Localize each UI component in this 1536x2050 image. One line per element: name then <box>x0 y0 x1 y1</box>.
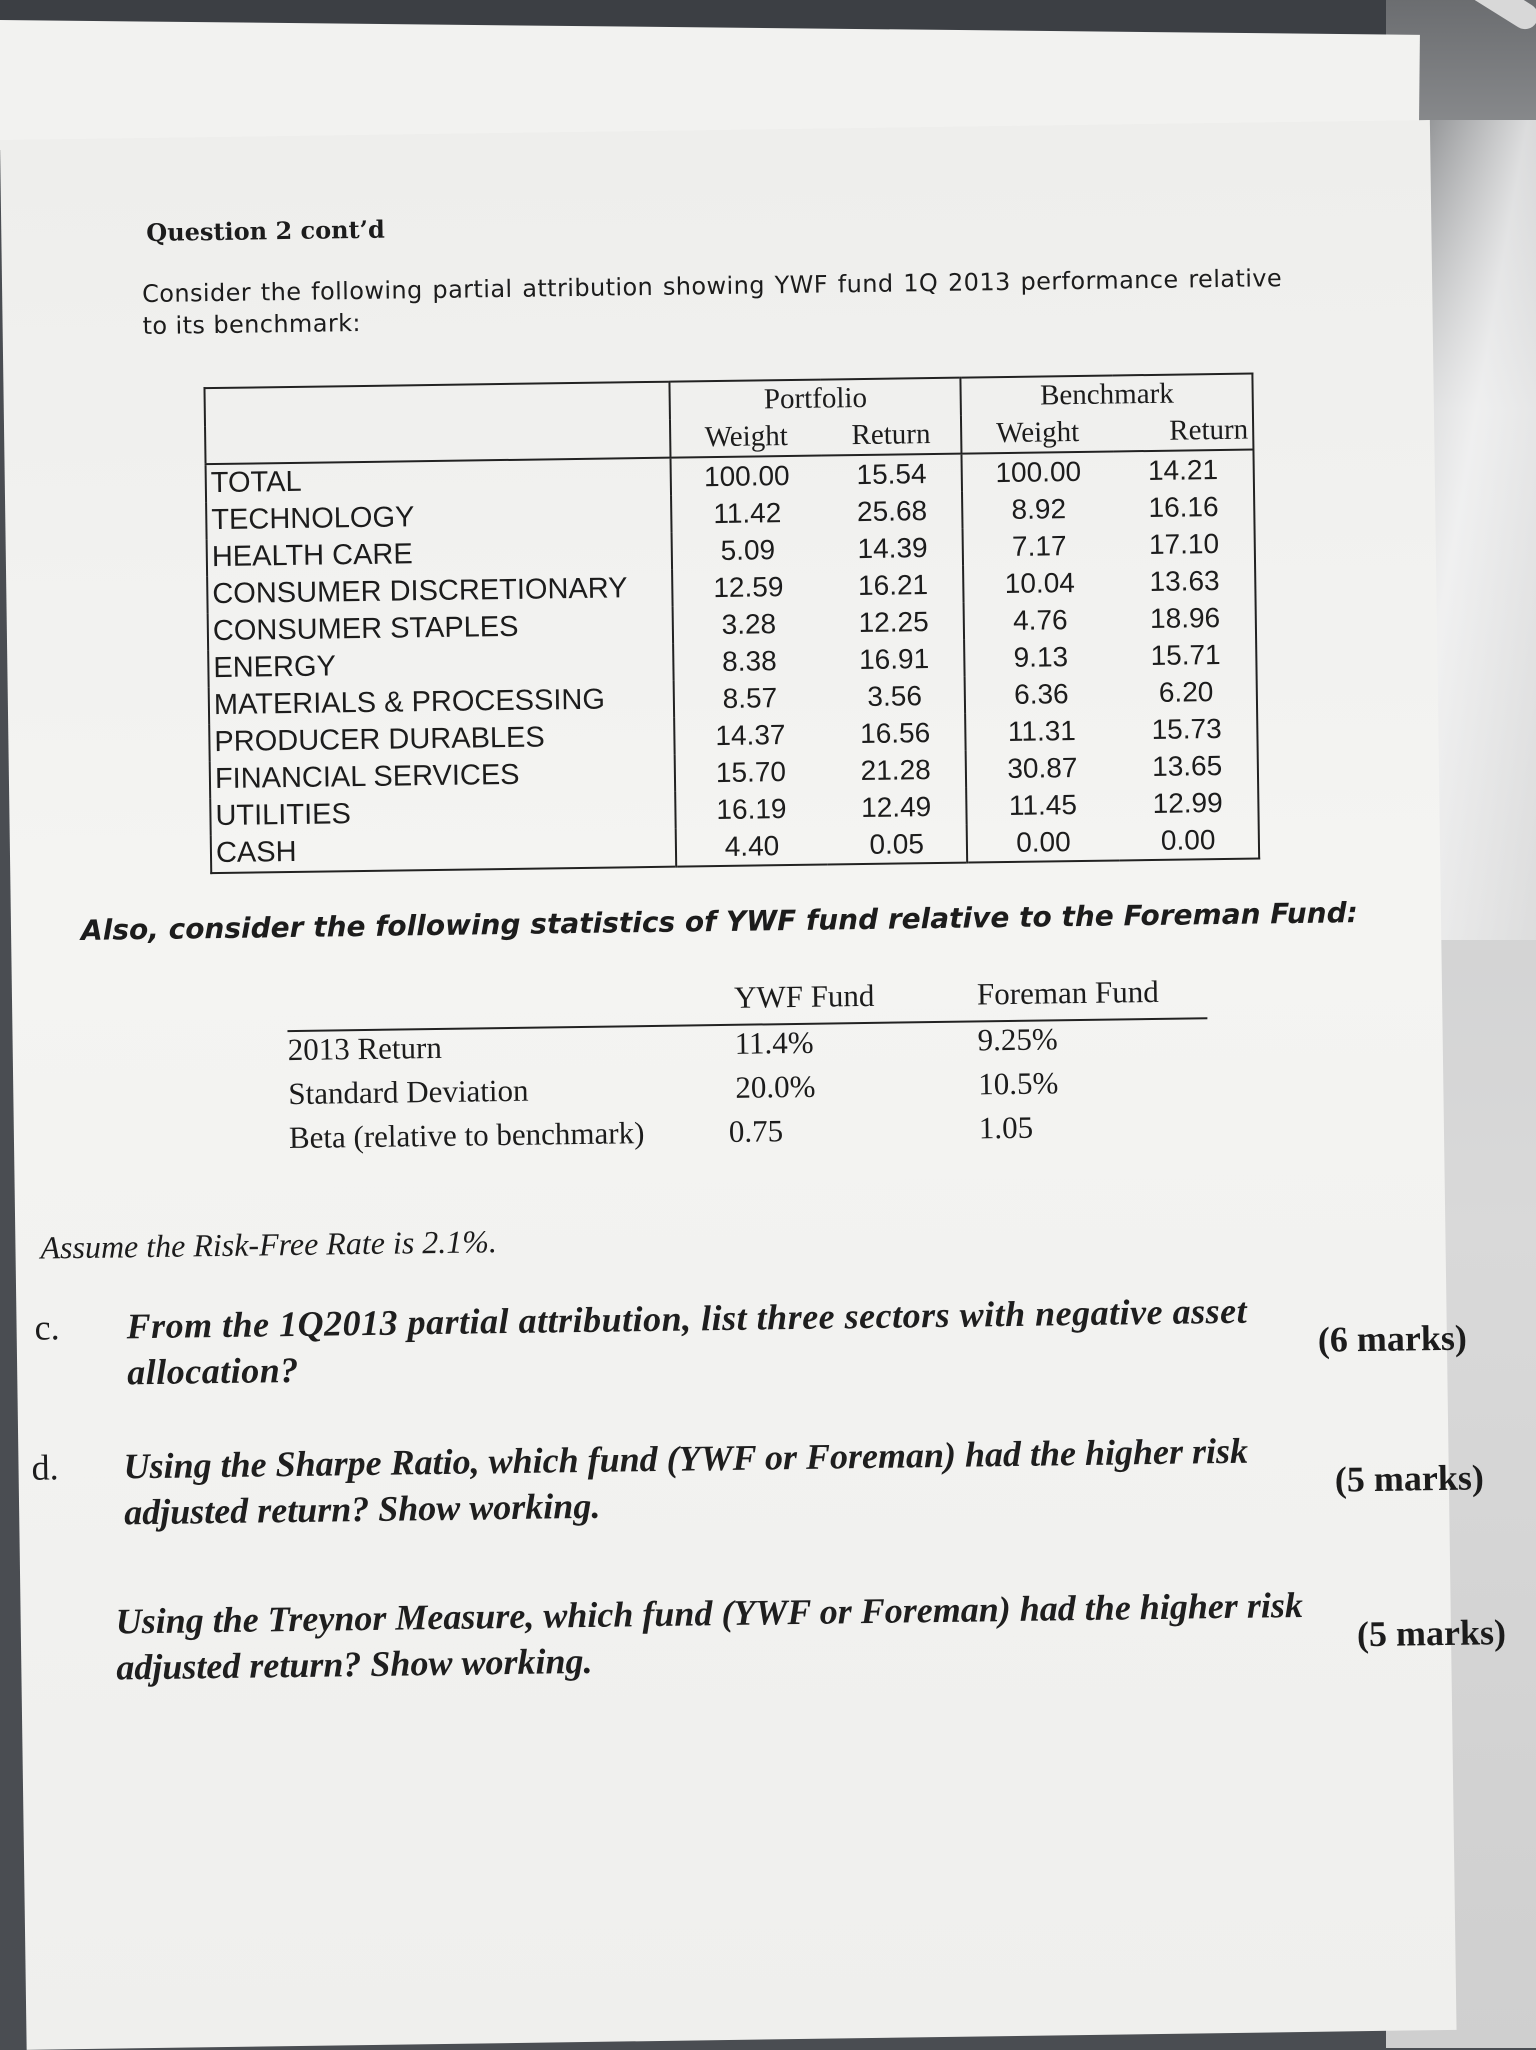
benchmark-weight: 11.31 <box>966 711 1118 750</box>
benchmark-weight: 100.00 <box>962 451 1114 491</box>
benchmark-weight: 4.76 <box>964 600 1116 639</box>
benchmark-weight: 7.17 <box>963 526 1115 565</box>
benchmark-return-header: Return <box>1169 413 1249 447</box>
foreman-value: 9.25% <box>977 1021 1058 1058</box>
sector-name: CONSUMER DISCRETIONARY <box>212 572 628 611</box>
benchmark-return: 17.10 <box>1148 528 1220 560</box>
benchmark-return: 0.00 <box>1160 824 1216 856</box>
portfolio-return: 16.21 <box>857 569 929 602</box>
portfolio-return: 12.49 <box>860 791 932 824</box>
question-marks: (6 marks) <box>1317 1317 1468 1360</box>
portfolio-weight: 8.38 <box>673 642 825 681</box>
portfolio-return: 16.56 <box>859 717 931 750</box>
sector-name: TECHNOLOGY <box>211 501 415 537</box>
benchmark-return: 15.71 <box>1150 639 1221 671</box>
portfolio-weight: 4.40 <box>676 827 828 867</box>
portfolio-return: 3.56 <box>867 680 923 712</box>
question-heading: Question 2 cont’d <box>146 214 385 247</box>
exam-page <box>0 120 1507 2050</box>
portfolio-return-header: Return <box>851 418 931 452</box>
benchmark-weight-header: Weight <box>961 413 1113 453</box>
foreman-value: 10.5% <box>978 1065 1059 1102</box>
benchmark-weight: 9.13 <box>965 637 1117 676</box>
attribution-table <box>203 373 1260 875</box>
portfolio-return: 0.05 <box>869 828 925 860</box>
question-text: Using the Sharpe Ratio, which fund (YWF or Foreman) had the higher risk adjusted return? Show working. <box>123 1430 1249 1533</box>
question-c <box>34 1285 1468 1396</box>
question-d <box>31 1424 1485 1535</box>
portfolio-weight: 5.09 <box>672 531 824 570</box>
portfolio-weight: 100.00 <box>671 456 823 496</box>
benchmark-return: 12.99 <box>1152 786 1223 819</box>
intro-text: Consider the following partial attribution showing YWF fund 1Q 2013 performance relative to its benchmark: <box>141 264 1283 341</box>
ywf-value: 11.4% <box>734 1024 814 1061</box>
benchmark-return: 13.63 <box>1149 565 1220 597</box>
portfolio-return: 25.68 <box>856 495 928 528</box>
statistic-label: Beta (relative to benchmark) <box>288 1115 645 1156</box>
sector-name: UTILITIES <box>215 798 352 833</box>
benchmark-return: 16.16 <box>1148 491 1219 523</box>
portfolio-header: Portfolio <box>669 378 961 420</box>
sector-name: CASH <box>215 835 297 870</box>
question-label: d. <box>31 1447 59 1488</box>
question-text: Using the Treynor Measure, which fund (YWF or Foreman) had the higher risk adjusted return? Show working. <box>115 1584 1304 1688</box>
benchmark-return: 6.20 <box>1158 676 1214 708</box>
empty-header <box>204 382 669 426</box>
sector-name: CONSUMER STAPLES <box>212 610 519 648</box>
portfolio-return: 12.25 <box>858 606 929 639</box>
ywf-value: 20.0% <box>735 1068 816 1105</box>
sector-name: PRODUCER DURABLES <box>214 721 545 759</box>
ywf-value: 0.75 <box>728 1113 784 1149</box>
question-marks: (5 marks) <box>1334 1457 1485 1500</box>
question-e <box>115 1579 1506 1690</box>
portfolio-weight: 12.59 <box>672 568 824 607</box>
benchmark-weight: 11.45 <box>967 785 1119 824</box>
portfolio-weight: 14.37 <box>674 716 826 755</box>
benchmark-weight: 10.04 <box>964 563 1116 602</box>
benchmark-weight: 8.92 <box>962 489 1114 528</box>
sector-name: MATERIALS & PROCESSING <box>213 683 606 722</box>
risk-free-note: Assume the Risk-Free Rate is 2.1%. <box>40 1223 498 1266</box>
plastic-sleeve <box>1426 120 1536 940</box>
foreman-value: 1.05 <box>978 1109 1034 1146</box>
portfolio-weight: 15.70 <box>675 753 827 792</box>
foreman-fund-header: Foreman Fund <box>976 973 1159 1012</box>
sector-name: HEALTH CARE <box>211 538 413 574</box>
portfolio-weight: 11.42 <box>671 494 823 533</box>
question-text: From the 1Q2013 partial attribution, list three sectors with negative asset allocation? <box>126 1290 1248 1393</box>
portfolio-return: 21.28 <box>860 754 931 787</box>
benchmark-header: Benchmark <box>961 374 1253 416</box>
portfolio-weight: 3.28 <box>673 605 825 644</box>
sector-name: FINANCIAL SERVICES <box>214 758 520 796</box>
benchmark-weight: 30.87 <box>966 748 1118 787</box>
benchmark-return: 13.65 <box>1151 749 1223 782</box>
portfolio-return: 14.39 <box>857 532 928 565</box>
sector-name: TOTAL <box>210 465 302 500</box>
portfolio-weight: 8.57 <box>674 679 826 718</box>
ywf-fund-header: YWF Fund <box>733 977 875 1015</box>
portfolio-weight: 16.19 <box>675 790 827 829</box>
benchmark-return: 18.96 <box>1149 602 1221 634</box>
benchmark-return: 14.21 <box>1147 454 1219 487</box>
benchmark-return: 15.73 <box>1151 713 1222 745</box>
benchmark-weight: 0.00 <box>967 822 1119 862</box>
question-marks: (5 marks) <box>1356 1612 1507 1655</box>
statistic-label: 2013 Return <box>287 1029 443 1068</box>
statistics-table <box>287 973 1209 1164</box>
question-label: c. <box>34 1307 60 1348</box>
portfolio-return: 15.54 <box>856 458 927 491</box>
sector-header <box>205 420 670 464</box>
benchmark-weight: 6.36 <box>965 674 1117 713</box>
portfolio-return: 16.91 <box>858 643 930 676</box>
statistics-intro: Also, consider the following statistics of YWF fund relative to the Foreman Fund: <box>80 896 1359 947</box>
portfolio-weight-header: Weight <box>670 418 822 458</box>
statistic-label: Standard Deviation <box>288 1072 529 1112</box>
sector-name: ENERGY <box>213 650 337 685</box>
